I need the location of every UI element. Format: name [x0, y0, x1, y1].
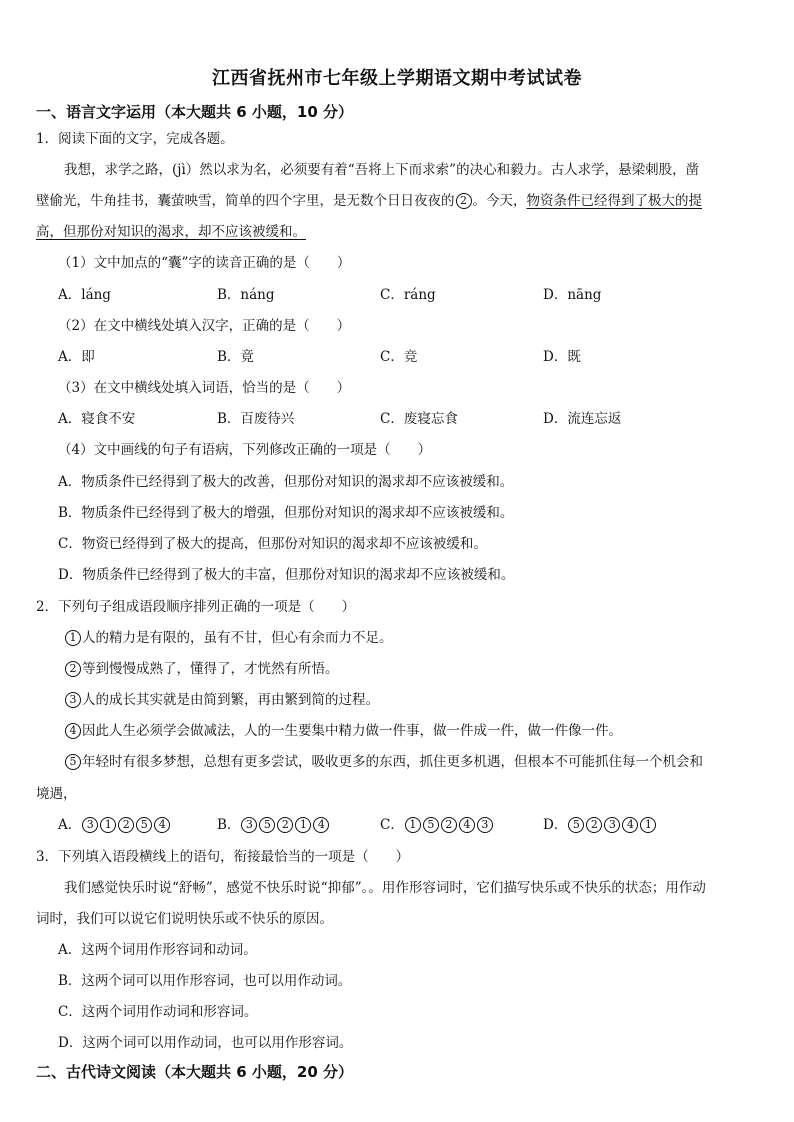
seq-number: 2 — [441, 817, 457, 833]
seq-number: 3 — [604, 817, 620, 833]
seq-number: 5 — [136, 817, 152, 833]
passage-line-2: 词时，我们可以说它们说明快乐或不快乐的原因。 — [36, 911, 333, 927]
sentence-text: 等到慢慢成熟了，懂得了，才恍然有所悟。 — [82, 661, 339, 677]
option-a[interactable]: A．物质条件已经得到了极大的改善，但那份对知识的渴求却不应该被缓和。 — [58, 474, 514, 490]
question-3-stem: 3．下列填入语段横线上的语句，衔接最恰当的一项是（ ） — [36, 849, 410, 865]
option-d[interactable]: D．nāng — [543, 287, 602, 303]
option-c[interactable] — [380, 816, 494, 834]
option-c[interactable]: C．ráng — [380, 287, 436, 303]
option-a[interactable]: A．这两个词用作形容词和动词。 — [58, 942, 257, 958]
sentence-number: 4 — [65, 723, 81, 739]
seq-number: 3 — [82, 817, 98, 833]
option-d[interactable]: D．这两个词可以用作动词，也可以用作形容词。 — [58, 1035, 353, 1051]
passage-text: 。今天， — [472, 193, 527, 209]
question-1-stem: 1．阅读下面的文字，完成各题。 — [36, 131, 234, 147]
seq-number: 5 — [259, 817, 275, 833]
seq-number: 3 — [241, 817, 257, 833]
seq-number: 3 — [477, 817, 493, 833]
option-d[interactable]: D．流连忘返 — [543, 411, 622, 427]
option-c[interactable]: C．这两个词用作动词和形容词。 — [58, 1004, 258, 1020]
sentence-1 — [64, 629, 393, 647]
seq-number: 5 — [423, 817, 439, 833]
sentence-number: 5 — [65, 754, 81, 770]
option-b[interactable]: B．这两个词可以用作形容词，也可以用作动词。 — [58, 973, 352, 989]
sentence-text: 人的成长其实就是由简到繁，再由繁到简的过程。 — [82, 692, 379, 708]
option-letter: C． — [380, 817, 404, 833]
seq-number: 1 — [100, 817, 116, 833]
sentence-2 — [64, 660, 339, 678]
sentence-text: 人的精力是有限的，虽有不甘，但心有余而力不足。 — [82, 630, 393, 646]
sentence-number: 1 — [65, 630, 81, 646]
sub-question-1: （1）文中加点的“囊”字的读音正确的是（ ） — [58, 255, 351, 271]
passage-line-2 — [36, 192, 702, 210]
sentence-number: 2 — [65, 661, 81, 677]
passage-line-1: 我们感觉快乐时说“舒畅”，感觉不快乐时说“抑郁”。。用作形容词时，它们描写快乐或不快乐的状态；用作动 — [64, 880, 706, 896]
page-title: 江西省抚州市七年级上学期语文期中考试试卷 — [212, 68, 582, 89]
option-b[interactable]: B．竟 — [217, 349, 254, 365]
option-d[interactable] — [543, 816, 657, 834]
seq-number: 4 — [459, 817, 475, 833]
seq-number: 4 — [313, 817, 329, 833]
sentence-text: 因此人生必须学会做减法，人的一生要集中精力做一件事，做一件成一件，做一件像一件。 — [82, 723, 622, 739]
seq-number: 5 — [568, 817, 584, 833]
option-d[interactable]: D．物质条件已经得到了极大的丰富，但那份对知识的渴求却不应该被缓和。 — [58, 567, 515, 583]
option-b[interactable]: B．百废待兴 — [217, 411, 295, 427]
sentence-5-cont: 境遇， — [36, 786, 77, 802]
sentence-text: 年轻时有很多梦想，总想有更多尝试，吸收更多的东西，抓住更多机遇，但根本不可能抓住每一个机会和 — [82, 754, 703, 770]
option-a[interactable]: A．láng — [58, 287, 111, 303]
sentence-3 — [64, 691, 379, 709]
sentence-number: 3 — [65, 692, 81, 708]
seq-number: 4 — [154, 817, 170, 833]
seq-number: 1 — [295, 817, 311, 833]
option-c[interactable]: C．物资已经得到了极大的提高，但那份对知识的渴求却不应该被缓和。 — [58, 536, 487, 552]
seq-number: 2 — [277, 817, 293, 833]
seq-number: 4 — [622, 817, 638, 833]
sentence-4 — [64, 722, 622, 740]
option-a[interactable]: A．即 — [58, 349, 95, 365]
option-d[interactable]: D．既 — [543, 349, 581, 365]
option-b[interactable] — [217, 816, 330, 834]
option-a[interactable] — [58, 816, 171, 834]
option-letter: A． — [58, 817, 82, 833]
option-b[interactable]: B．náng — [217, 287, 275, 303]
option-letter: B． — [217, 817, 241, 833]
underlined-sentence: 物资条件已经得到了极大的提 — [526, 193, 702, 209]
option-b[interactable]: B．物质条件已经得到了极大的增强，但那份对知识的渴求却不应该被缓和。 — [58, 505, 514, 521]
question-2-stem: 2．下列句子组成语段顺序排列正确的一项是（ ） — [36, 599, 356, 615]
option-letter: D． — [543, 817, 568, 833]
underlined-sentence-cont: 高，但那份对知识的渴求，却不应该被缓和。 — [36, 224, 306, 240]
option-a[interactable]: A．寝食不安 — [58, 411, 136, 427]
sub-question-4: （4）文中画线的句子有语病，下列修改正确的一项是（ ） — [58, 442, 432, 458]
sub-question-2: （2）在文中横线处填入汉字，正确的是（ ） — [58, 318, 351, 334]
blank-marker: 2 — [456, 193, 472, 209]
seq-number: 2 — [118, 817, 134, 833]
sentence-5 — [64, 753, 703, 771]
seq-number: 2 — [586, 817, 602, 833]
option-c[interactable]: C．竞 — [380, 349, 418, 365]
section-heading-1: 一、语言文字运用（本大题共 6 小题，10 分） — [36, 103, 353, 121]
option-c[interactable]: C．废寝忘食 — [380, 411, 458, 427]
seq-number: 1 — [640, 817, 656, 833]
passage-text: 壁偷光，牛角挂书，囊萤映雪，简单的四个字里，是无数个日日夜夜的 — [36, 193, 455, 209]
sub-question-3: （3）在文中横线处填入词语，恰当的是（ ） — [58, 380, 351, 396]
seq-number: 1 — [405, 817, 421, 833]
section-heading-2: 二、古代诗文阅读（本大题共 6 小题，20 分） — [36, 1063, 353, 1081]
passage-line-1: 我想，求学之路，(jì）然以求为名，必须要有着“吾将上下而求索”的决心和毅力。古人求学，悬梁刺股，凿 — [64, 162, 700, 178]
